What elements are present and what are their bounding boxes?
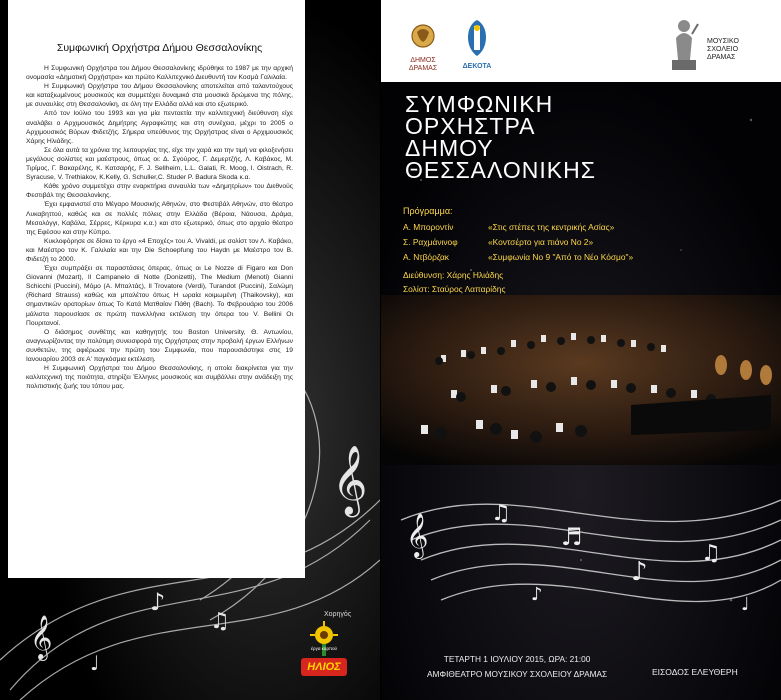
bio-paragraph: Η Συμφωνική Ορχήστρα του Δήμου Θεσσαλονίκης, η οποία διακρίνεται για την καλλιτεχνική της ποιότητα, στηρίζει Έλληνες μουσικούς και συμβάλλει στην ανάδειξη της πολιτιστικής ζωής του τόπου μας. xyxy=(26,365,293,391)
program-work: «Κοντσέρτο για πιάνο Νο 2» xyxy=(488,237,594,247)
dimos-dramas-logo xyxy=(401,57,445,73)
conductor-line: Διεύθυνση: Χάρης Ηλιάδης xyxy=(403,270,504,280)
title-line: ΣΥΜΦΩΝΙΚΗ xyxy=(405,91,554,117)
bio-paragraph: Έχει εμφανιστεί στο Μέγαρο Μουσικής Αθηνών, στο Φεστιβάλ Αθηνών, στο θέατρο Λυκαβηττού, καθώς και σε πολλές πόλεις στην Ελλάδα (Βέροια, Νάουσα, Δράμα, Μεσολόγγι, Καβάλα, Σέρρες, Κέρκυρα κ.α.) και στο εξωτερικό, όπως στο αρχαίο θέατρο της Εφέσου και στην Κύπρο. xyxy=(26,201,293,236)
dimos-dramas-emblem-icon xyxy=(408,22,438,54)
svg-text:♫: ♫ xyxy=(491,501,511,526)
program-label: Πρόγραμμα: xyxy=(403,206,453,216)
title-line: ΔΗΜΟΥ xyxy=(405,135,494,161)
orchestra-photo xyxy=(381,295,781,465)
school-line2: ΣΧΟΛΕΙΟ xyxy=(707,46,739,53)
svg-text:♫: ♫ xyxy=(210,609,230,634)
svg-text:♫: ♫ xyxy=(701,541,721,566)
school-line3: ΔΡΑΜΑΣ xyxy=(707,54,736,61)
program-item xyxy=(403,222,614,232)
event-venue: ΑΜΦΙΘΕΑΤΡΟ ΜΟΥΣΙΚΟΥ ΣΧΟΛΕΙΟΥ ΔΡΑΜΑΣ xyxy=(427,669,608,679)
sponsor-logo-text: ΗΛΙΟΣ xyxy=(307,661,341,673)
bio-paragraph: Κυκλοφόρησε σε δίσκο το έργο «4 Εποχές» του A. Vivaldi, με σολίστ τον Λ. Καβάκο, και Μαέστρο τον Κ. Γαλιλαία και την Die Schoepfung του Haydn με Μαέστρο τον Β. Φιδετζή το 2000. xyxy=(26,237,293,263)
left-panel xyxy=(0,0,380,700)
program-work: «Στις στέπες της κεντρικής Ασίας» xyxy=(488,222,615,232)
sponsor-label: Χορηγός xyxy=(324,611,352,618)
dekota-logo-text: ΔΕΚΟΤΑ xyxy=(462,63,492,70)
logo-header xyxy=(381,0,781,82)
sponsor-logo-tagline: έργα καρπού xyxy=(311,646,337,651)
bio-paragraph: Κάθε χρόνο συμμετέχει στην εναρκτήρια συναυλία των «Δημητρίων» του Διεθνούς Φεστιβάλ της Θεσσαλονίκης. xyxy=(26,183,293,200)
dimos-line1: ΔΗΜΟΣ xyxy=(410,57,436,64)
svg-text:♩: ♩ xyxy=(90,651,100,675)
svg-text:𝄞: 𝄞 xyxy=(406,513,429,557)
music-school-logo xyxy=(707,38,767,62)
bio-paragraph: Από τον Ιούλιο του 1993 και για μία πενταετία την καλλιτεχνική διεύθυνση είχε αναλάβει ο Αρχιμουσικός Δημήτρης Αγραφιώτης και στη συνέχεια, μέχρι το 2005 ο Αρχιμουσικός Βύρων Φιδετζής. Σήμερα υπεύθυνος της Ορχήστρας είναι ο Αρχιμουσικός Χάρης Ηλιάδης. xyxy=(26,110,293,145)
program-item xyxy=(403,252,633,262)
svg-text:♪: ♪ xyxy=(150,588,166,616)
orchestra-bio-card xyxy=(8,0,305,578)
program-composer: Α. Μποροντίν xyxy=(403,222,454,232)
title-line: ΘΕΣΣΑΛΟΝΙΚΗΣ xyxy=(405,157,596,183)
bio-paragraph: Ο διάσημος συνθέτης και καθηγητής του Boston University, Θ. Αντωνίου, αναγνωρίζοντας την πολύτιμη συνεισφορά της Ορχήστρας στην προβολή έργων Ελλήνων συνθετών, της αφιέρωσε την πρώτη του Συμφωνία, που παρουσιάστηκε στις 19 Ιανουαρίου 2003 σε Α' παγκόσμια εκτέλεση. xyxy=(26,328,293,363)
event-date-venue xyxy=(427,652,607,682)
bio-paragraph: Η Συμφωνική Ορχήστρα του Δήμου Θεσσαλονίκης αποτελείται από ταλαντούχους και καταξιωμένους μουσικούς και συμμετέχει δυναμικά στα μουσικά δρώμενα της πόλης, με συναυλίες στη Θεσσαλονίκη, σε όλη την Ελλάδα αλλά και στο εξωτερικό. xyxy=(26,83,293,109)
concert-title xyxy=(405,93,596,181)
music-school-statue-icon xyxy=(666,14,702,72)
school-line1: ΜΟΥΣΙΚΟ xyxy=(707,38,739,45)
program-composer: Σ. Ραχμάνινοφ xyxy=(403,237,458,247)
bio-paragraph: Η Συμφωνική Ορχήστρα του Δήμου Θεσσαλονίκης ιδρύθηκε το 1987 με την αρχική ονομασία «Δημοτική Ορχήστρα» και πρώτο Καλλιτεχνικό Διευθυντή τον Κοσμά Γαλιλαία. xyxy=(26,65,293,82)
svg-text:♩: ♩ xyxy=(741,594,750,615)
svg-text:♬: ♬ xyxy=(561,523,583,551)
bio-paragraph: Σε όλα αυτά τα χρόνια της λειτουργίας της, είχε την χαρά και την τιμή να φιλοξενήσει μεγάλους σολίστες και μαέστρους, όπως οι: Δ. Σγούρος, Γ. Δεμερτζής, Λ. Καβάκος, Μ. Τιρίμος, Γ. Βακαρέλης, Κ. Κατσαρής, F. J. Sellheim, L.L. Galati, R. Moog, I. Oistrach, R. Syracuse, V. Trethiakov, K.Kelly, G. Schuller,C. Studer P. Badura Skoda κ.α. xyxy=(26,146,293,182)
title-line: ΟΡΧΗΣΤΡΑ xyxy=(405,113,536,139)
program-work: «Συμφωνία Νο 9 "Από το Νέο Κόσμο"» xyxy=(488,252,634,262)
bio-heading: Συμφωνική Ορχήστρα Δήμου Θεσσαλονίκης xyxy=(56,42,263,54)
dekota-emblem-icon xyxy=(459,18,495,60)
soloist-line: Σολίστ: Σταύρος Λαπαρίδης xyxy=(403,284,506,294)
event-date: ΤΕΤΑΡΤΗ 1 ΙΟΥΛΙΟΥ 2015, ΩΡΑ: 21:00 xyxy=(443,654,591,664)
svg-text:𝄞: 𝄞 xyxy=(30,615,53,659)
free-entry-label: ΕΙΣΟΔΟΣ ΕΛΕΥΘΕΡΗ xyxy=(652,667,738,677)
svg-text:♪: ♪ xyxy=(531,584,543,605)
svg-text:𝄞: 𝄞 xyxy=(332,445,368,515)
right-panel xyxy=(381,0,781,700)
program-item xyxy=(403,237,593,247)
dimos-line2: ΔΡΑΜΑΣ xyxy=(408,65,438,72)
bio-paragraph: Έχει συμπράξει σε παραστάσεις όπερας, όπως οι Le Nozze di Figaro και Don Giovanni (Mozart), Il Campanelo di Notte (Donizetti), The Medium (Menoti) Gianni Schicchi (Puccini), Μόμο (Α. Μπαλτάς), Il Trovatore (Verdi), Turandot (Puccini), Σαλώμη (Richard Strauss) καθώς και μπαλέτου όπως Η ωραία κοιμωμένη (Thaikovsky), και σημαντικών ορατορίων όπως Το Κατά Ματθαίον Πάθη (Bach). Το Φεβρουάριο του 2006 μάλιστα παρουσίασε σε πρώτη πανελλήνια εκτέλεση την όπερα του V. Bellini Οι Πουριτανοί. xyxy=(26,265,293,327)
program-composer: Α. Ντβόρζακ xyxy=(403,252,449,262)
svg-text:♪: ♪ xyxy=(631,557,648,587)
